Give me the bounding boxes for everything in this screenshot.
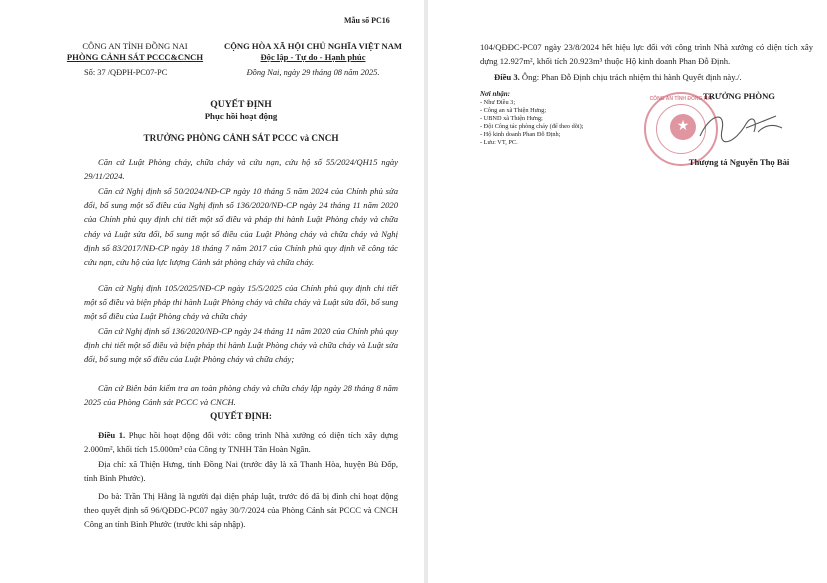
article-1-label: Điều 1. <box>98 430 126 440</box>
unit-name: PHÒNG CẢNH SÁT PCCC&CNCH <box>66 52 204 62</box>
issuing-authority: TRƯỞNG PHÒNG CẢNH SÁT PCCC và CNCH <box>143 133 339 143</box>
recipient-item: - Hộ kinh doanh Phan Đỗ Định; <box>480 131 561 139</box>
signature <box>696 102 788 150</box>
agency-name: CÔNG AN TỈNH ĐỒNG NAI <box>82 41 188 51</box>
legal-basis-3: Căn cứ Nghị định 105/2025/NĐ-CP ngày 15/5/2025 của Chính phủ quy định chi tiết một số điều và biện pháp thi hành Luật Phòng cháy và chữa cháy và Luật sửa đổi, bổ sung một số điều của Luật Phòng cháy và chữa cháy <box>84 283 398 322</box>
national-motto: Độc lập - Tự do - Hạnh phúc <box>260 52 366 62</box>
article-1-reason: Do bà: Trần Thị Hằng là người đại diện pháp luật, trước đó đã bị đình chỉ hoạt động theo quyết định số 96/QĐĐC-PC07 ngày 30/7/2024 của Phòng Cảnh sát PCCC và CNCH Công an tỉnh Bình Phước (trước khi sáp nhập). <box>84 491 398 530</box>
place-date: Đồng Nai, ngày 29 tháng 08 năm 2025. <box>246 68 380 77</box>
article-3 <box>480 70 813 84</box>
signer-title: TRƯỞNG PHÒNG <box>702 91 775 101</box>
article-3-text: Ông: Phan Đỗ Định chịu trách nhiệm thi hành Quyết định này./. <box>519 72 742 82</box>
article-1 <box>84 428 398 456</box>
document-page-2 <box>428 0 827 583</box>
form-code: Mẫu số PC16 <box>344 16 390 25</box>
continuation-text: 104/QĐĐC-PC07 ngày 23/8/2024 hết hiệu lực đối với công trình Nhà xưởng có diện tích xây dựng 12.927m², khối tích 20.923m³ thuộc Hộ kinh doanh Phan Đỗ Định. <box>480 42 813 67</box>
article-1-text: Phục hồi hoạt động đối với: công trình Nhà xưởng có diện tích xây dựng 2.000m², khối tích 15.000m³ của Công ty TNHH Tân Hoàn Ngân. <box>84 430 399 455</box>
recipients-title: Nơi nhận: <box>480 90 511 98</box>
article-3-label: Điều 3. <box>494 72 520 82</box>
legal-basis-4: Căn cứ Nghị định số 136/2020/NĐ-CP ngày 24 tháng 11 năm 2020 của Chính phủ quy định chi tiết một số điều và biện pháp thi hành Luật Phòng cháy và chữa cháy và Luật sửa đổi, bổ sung một số điều của Luật Phòng cháy và chữa cháy; <box>84 326 398 365</box>
legal-basis-2: Căn cứ Nghị định số 50/2024/NĐ-CP ngày 10 tháng 5 năm 2024 của Chính phủ sửa đổi, bổ sung một số điều của Nghị định số 136/2020/NĐ-CP ngày 24 tháng 11 năm 2020 của Chính phủ quy định chi tiết một số điều và pháp thi hành Luật Phòng cháy và chữa cháy và Luật sửa đổi, bổ sung một số điều của Luật Phòng cháy và chữa cháy và Nghị định số 83/2017/NĐ-CP ngày 18 tháng 7 năm 2017 của Chính phủ quy định về công tác cứu nạn, cứu hộ của lực lượng Cảnh sát phòng cháy và chữa cháy. <box>84 186 398 268</box>
decides-heading: QUYẾT ĐỊNH: <box>210 411 272 421</box>
recipient-item: - Đội Công tác phòng cháy (để theo dõi); <box>480 123 584 131</box>
seal-text: CÔNG AN TỈNH ĐỒNG NAI <box>649 96 713 102</box>
decision-title: QUYẾT ĐỊNH <box>210 99 272 110</box>
seal-star-icon: ★ <box>670 114 696 140</box>
article-1-location: Địa chỉ: xã Thiện Hưng, tỉnh Đồng Nai (trước đây là xã Thanh Hòa, huyện Bù Đốp, tỉnh Bình Phước). <box>84 459 398 484</box>
legal-basis-1: Căn cứ Luật Phòng cháy, chữa cháy và cứu nạn, cứu hộ số 55/2024/QH15 ngày 29/11/2024. <box>84 157 398 182</box>
legal-basis-5: Căn cứ Biên bản kiểm tra an toàn phòng cháy và chữa cháy lập ngày 28 tháng 8 năm 2025 của Phòng Cảnh sát PCCC và CNCH. <box>84 383 398 408</box>
recipient-item: - UBND xã Thiện Hưng; <box>480 115 543 123</box>
recipient-list <box>480 99 584 148</box>
nation-name: CỘNG HÒA XÃ HỘI CHỦ NGHĨA VIỆT NAM <box>223 41 403 51</box>
recipient-item: - Công an xã Thiện Hưng; <box>480 107 547 115</box>
signer-name: Thượng tá Nguyễn Thọ Bài <box>688 157 790 167</box>
recipient-item: - Lưu: VT, PC. <box>480 139 518 147</box>
decision-subtitle: Phục hồi hoạt động <box>204 111 278 121</box>
document-number: Số: 37 /QĐPH-PC07-PC <box>84 68 168 77</box>
recipient-item: - Như Điều 3; <box>480 99 516 106</box>
